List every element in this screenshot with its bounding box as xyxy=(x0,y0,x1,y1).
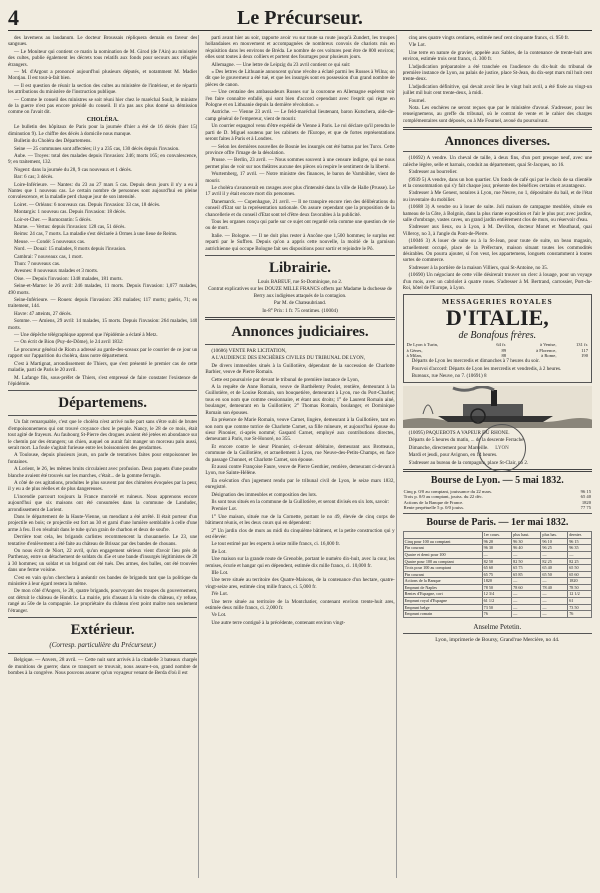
table-cell: 88 xyxy=(501,353,507,358)
table-cell: 12 3/4 xyxy=(482,591,512,598)
exterieur-subheading: (Corresp. particulière du Précurseur.) xyxy=(49,641,156,650)
newspaper-page xyxy=(8,6,592,881)
paragraph: cinq ares quatre vingts centiares, estimée neuf cent cinquante francs, ci. 950 fr. xyxy=(408,35,570,41)
paragraph: Autriche. — Vienne 23 avril. — Le feld-maréchal lieutenant, baron Kutschera, aide-de-camp général de l'empereur, vient de mourir. xyxy=(205,109,395,122)
paragraph: (10686) VENTE PAR LICITATION, xyxy=(211,348,287,355)
bourse-lyon-table xyxy=(403,489,592,510)
table-cell: Cinq p. 0/0 au comptant, jouissance du 22 mars. xyxy=(403,488,493,494)
table-cell: — xyxy=(541,604,568,611)
table-cell: à Milan, xyxy=(406,353,422,358)
paragraph: Un fait remarquable, c'est que le choléra n'est arrivé nulle part sans s'être subi de brutes d'empoisonnemens qui ont trouvé croyance chez le peuple. Nancy, le 28 de ce mois, était tout agité de frayeurs. Au faubourg St-Pierre des drogues avaient été jetées en abondance sur le chemin par des étrangers; un chien, auquel on aurait fait manger un morceau pain aussi, serait mort. La foule s'agitait furieuse entre les boissonniers des gendarmes. xyxy=(8,419,198,451)
paragraph: Allemagne. — Une lettre de Leipzig du 23 avril contient ce qui suit: xyxy=(211,61,351,68)
table-cell: 73 50 xyxy=(568,604,592,611)
table-cell: 96 35 xyxy=(568,545,592,552)
table-cell: 65 60 xyxy=(568,571,592,578)
paragraph: A L'AUDIENCE DES ENCHÈRES CIVILES DU TRIBUNAL DE LYON, xyxy=(211,355,365,362)
paragraph: — Une centaine des ambassadeurs Russes sur la couronne en Allemagne espèrent voir l'en faire connaître enfallé, qui sont bien d'accord cependant avec l'esprit qui règne en Pologne et en Lithuanie depuis la dernière révolution. » xyxy=(205,89,395,109)
paragraph: Et encore contre le sieur Pinonier, ci-devant débitaire, demeurant aux Brotteaux, commune de la Guillotière, et actuellement à Lyon, rue Neuve-des-Petits-Champs, en face du passage Chonnet, et Charlotte Carnet, son épouse. xyxy=(205,443,395,463)
table-cell: 78 40 xyxy=(541,584,568,591)
paragraph: Et aussi contre Françoise Faure, veuve de Pierre Genthier, rentière, demeurant ci-devant à Lyon, rue Sainte-Hélène. xyxy=(205,463,395,477)
imprint: Lyon, imprimerie de Boursy, Grand'rue Mercière, no 44. xyxy=(435,637,560,644)
paragraph: Cette est poursuivie par devant le tribunal de première instance de Lyon, xyxy=(211,376,359,383)
paragraph: De mon côté d'Angers, le 28, quatre brigands, pourvoyant des troupes du gouvernement, ont détruit le château de Hondrix. La mairie, pris d'assaut à la visite du château, s'y refuse, rangé au 50e de la compagnie. Le propriétaire du château n'est point maître non seulement l'étranger. xyxy=(8,588,198,614)
paragraph: Une terre située au territoire de la Montchatier, contenant environ trente-huit ares, estimée deux mille francs, ci. 2,000 fr. xyxy=(205,598,395,612)
paragraph: S'adresser au bureau de la compagnie, place St-Clair, no 2. xyxy=(408,459,529,466)
table-cell: Cinq pour 100 au comptant xyxy=(403,538,482,545)
table-cell: 1820 xyxy=(581,499,591,505)
paragraph: Le tout estimé par les experts à seize mille francs, ci. 16,000 fr. xyxy=(211,541,341,548)
masthead xyxy=(8,6,592,31)
table-cell: 61 xyxy=(568,598,592,605)
paragraph: S'adresser à la portière de la maison Villiers, quai St-Antoine, no 35. xyxy=(408,264,549,271)
paragraph: Belgique. — Anvers, 28 avril. — Cette nuit sont arrivés à la citadelle 3 bateaux chargés de munitions de guerre; dans ce transport se trouvait, nous assure-t-on, grand nombre de bombes à la congrève. Nous pouvons assurer qu'un voyageur venant de Berda d'où il est xyxy=(8,657,198,676)
paragraph: Départs de Lyon les mercredis et dimanches à 7 heures du soir. xyxy=(411,358,540,365)
table-cell: 96 15 xyxy=(568,538,592,545)
paragraph: Dimanche, directement pour Marseille. xyxy=(408,444,489,451)
table-cell: 96 10 xyxy=(541,538,568,545)
paragraph: Seine-et-Marne: le 26 avril: 246 malades, 11 morts. Depuis l'invasion: 1,077 malades, 490 morts. xyxy=(8,283,198,296)
paragraph: 1° Une maison, située rue de la Cornette, portant le no 49, élevée de cinq corps de bâtiment réunis, et les deux cours qui en dépendent: xyxy=(205,513,395,527)
paragraph: On nous écrit de Niort, 22 avril, qu'un engagement sérieux vient d'avoir lieu près de Parthenay, entre un détachement de soldats du 45e et une bande d'insurgés légitimistes de 20 à 30 hommes; un soldat et un brigand ont été tués. Des armes, des balles, ont été trouvées dans une ferme voisine. xyxy=(8,548,198,574)
paragraph: Par M. de Chateaubriand. xyxy=(273,300,327,307)
table-cell: 96 20 xyxy=(482,538,512,545)
paragraph: C'est en vain qu'on cherchera à anéantir ces bandes de brigands tant que la politique du ministère à leur égard restera la même. xyxy=(8,574,198,588)
table-row xyxy=(403,551,591,558)
library-stamp: LYON xyxy=(478,424,526,472)
col2-news xyxy=(205,35,394,252)
paragraph: S'adresser au bourrelier. xyxy=(408,169,458,176)
table-cell: 78 50 xyxy=(568,584,592,591)
bourse-paris-heading: Bourse de Paris. — 1er mai 1832. xyxy=(426,517,569,529)
col2-annonces xyxy=(205,348,394,626)
table-cell: à Rome, xyxy=(541,353,557,358)
paragraph: Dans le département de la Haute-Vienne, un mendiant a été arrêté. Il était porteur d'un projectile en bois; ce projectile est fort au 30 et garni d'une lumière semblable à celle d'une arme à feu. Il en résultait dans le tube qu'un grain de charbon et deux de soufre. xyxy=(8,514,198,533)
paragraph: Fournel. xyxy=(408,97,426,104)
paragraph: Bulletin du Choléra des Départemens. xyxy=(14,138,92,145)
paragraph: Derrière tout cela, les brigands carlistes recommencent la chouannerie. Le 23, une tentative d'enlèvement a été faite au château de Brissac par des bandes de chouans. xyxy=(8,534,198,547)
annonces-judiciaires-heading: Annonces judiciaires. xyxy=(231,324,369,341)
table-cell: Emprunt belge xyxy=(403,604,482,611)
table-cell: — xyxy=(482,551,512,558)
table-cell: 77 75 xyxy=(580,504,591,510)
bonafous-title: de Bonafous frères. xyxy=(458,330,537,342)
table-cell: — xyxy=(541,551,568,558)
paragraph: IIe Lot. xyxy=(211,548,227,555)
paragraph: M. Lafange fils, sous-préfet de Thiers, s'est empressé de faire constater l'existence de l'épidémie. xyxy=(8,374,198,387)
paragraph: A la requête de Anne Romain, veuve de Barthélemy Poulet, rentière, demeurant à la Guillotière, et de Louise Romain, son bouquetière, demeurant à Lyon, rue du Port-Charlet; tous en son nom que comme cessionnaire, et étant aux droits; 1° de Laurent Romain ainé, boulanger, demeurant en la Guillotière; 2° Thomas Romain, boulanger, et Dominique Romain son épouses. xyxy=(205,384,395,416)
bourse-lyon-heading: Bourse de Lyon. — 5 mai 1832. xyxy=(430,474,564,486)
paragraph: Seine-Inférieure. — Rouen: depuis l'invasion: 283 malades; 117 morts; guéris, 71; en traitement, 144. xyxy=(8,297,198,310)
table-cell: 73 50 xyxy=(482,604,512,611)
table-row xyxy=(403,611,591,618)
bourse-paris-table xyxy=(403,531,592,618)
paragraph: Bar: 6 cas; 3 décès. xyxy=(14,174,54,181)
paragraph: parti avant hier au soir, rapporte avoir vu sur toute sa route jusqu'à Zundert, les troupes hollandaises en mouvement et accompagnées de nombreux convois de chariots mis en réquisition dans les environs de Bréda. Le nombre de ces voitures peut être de 800 environ; elles sont toutes à deux colliers et portent des fourrages pour plusieurs jours. xyxy=(205,35,395,61)
table-cell: — xyxy=(512,604,541,611)
table-cell: 65 60 xyxy=(482,565,512,572)
table-row xyxy=(403,584,591,591)
table-header-cell: 1er cours. xyxy=(482,532,512,539)
paragraph: — M. d'Argout a prononcé aujourd'hui plusieurs députés, et notamment M. Madier Montjau. Il est tout-à-fait bien. xyxy=(8,69,198,82)
table-cell: 65 40 xyxy=(580,494,591,500)
paragraph: Contrat explicatives sur les DOUZE MILLE FRANCS offerts par Madame la duchesse de Berry aux indigènes attaqués de la contagion. xyxy=(208,286,392,299)
table-cell: 64 fr. xyxy=(496,342,507,348)
table-row xyxy=(403,558,591,565)
table-cell: 65 50 xyxy=(541,571,568,578)
table-cell: 12 1/2 xyxy=(568,591,592,598)
table-cell: 61 1/2 xyxy=(482,598,512,605)
col1-exterieur xyxy=(8,657,197,676)
paragraph: Somme. — Amiens, 29 avril: 14 malades, 15 morts. Depuis l'invasion: 264 malades, 140 morts. xyxy=(8,318,198,331)
table-cell: 76 xyxy=(482,611,512,618)
table-cell: 89 xyxy=(501,347,507,353)
paragraph: (10688 3) A vendre ou à louer de suite. Joli maison de campagne meublée, située en hameau de la Côte, à Bolgnin, dans la plus riante exposition et l'air le plus pur; avec jardins, salle d'ombrage, vastes caves, un grand jardin entièrement clos de murs, ou réservoir d'eau. xyxy=(402,204,592,223)
table-row xyxy=(403,545,591,552)
table-cell: 78 60 xyxy=(512,584,541,591)
paragraph: Aube. — Troyes: total des malades depuis l'invasion: 246; morts 165; en convalescence, 9; en traitement, 132. xyxy=(8,152,198,166)
paragraph: (10046 3) A louer de suite ou à la St-Jean, pour toute de suite, un beau magasin, actuellement occupé, place de la Préfecture, maison situant toutes les commodités désirables. On pourra ajouter, si l'on veut, les appartemens, longuets constamment à toutes sortes de commerce. xyxy=(402,238,592,264)
table-cell: 96 30 xyxy=(482,545,512,552)
table-cell: à Gènes, xyxy=(406,347,423,353)
paragraph: Ve Lot. xyxy=(211,612,227,619)
table-header-cell: plus haut. xyxy=(512,532,541,539)
table-cell: Rente perpétuelle 5 p. 0/0 jouiss. xyxy=(403,504,465,510)
table-cell: — xyxy=(541,591,568,598)
paragraph: Le choléra s'avancerait en ravages avec plus d'intensité dans la ville de Halle (Prusse). Le 17 avril il y était encore mort dix personnes. xyxy=(205,184,395,198)
paragraph: Ils sont tous situés en la commune de la Guillotière, et seront divisés en six lots, savoir: xyxy=(211,498,390,505)
paragraph: (10690) Un négociant de cette ville désirerait trouver un clerc à louage, pour un voyage d'un mois, avec un cabriolet à quatre roues. S'adresser à M. Bertrand, carrossier, Port-du-Roi, hôtel de l'Europe, à Lyon. xyxy=(402,272,592,291)
table-cell: — xyxy=(512,578,541,585)
paragraph: Désignation des immeubles et composition des lots. xyxy=(211,491,318,498)
paragraph: Marne. — Vertus: depuis l'invasion: 128 cas, 51 décès. xyxy=(14,223,126,230)
table-cell: 82 25 xyxy=(541,558,568,565)
paragraph: Mardi et jeudi, pour Avignon, en 14 heures. xyxy=(408,452,498,459)
table-cell: Quatre et demi pour 100 xyxy=(403,551,482,558)
table-header-cell: dernier. xyxy=(568,532,592,539)
column-1 xyxy=(8,35,197,878)
table-cell: — xyxy=(541,611,568,618)
table-cell: — xyxy=(512,551,541,558)
table-cell: Emprunt de Naples xyxy=(403,584,482,591)
table-cell: Fin courant xyxy=(403,545,482,552)
table-cell: Emprunt royal d'Espagne xyxy=(403,598,482,605)
italie-title: D'ITALIE, xyxy=(445,305,549,331)
paragraph: L'adjudication définitive, qui devait avoir lieu le vingt huit avril, a été fixée au vingt-un juillet mil huit cent trente-deux, à midi. xyxy=(402,83,592,97)
table-cell: — xyxy=(541,578,568,585)
col3-diverses xyxy=(403,155,592,291)
table-cell: Rentes d'Espagne, cort xyxy=(403,591,482,598)
table-cell: 190 xyxy=(581,353,588,358)
table-cell: — xyxy=(512,611,541,618)
table-cell: 76 xyxy=(568,611,592,618)
table-row xyxy=(403,565,591,572)
col3-top xyxy=(403,35,592,124)
table-cell: Actions de la Banque de France. xyxy=(403,499,464,505)
paragraph: C'est à Martignat, arrondissement de Thiers, que s'est présenté le premier cas de cette maladie, parti de Paris le 20 avril. xyxy=(8,360,198,374)
table-cell: — xyxy=(541,598,568,605)
paragraph: Thun: 7 nouveaux cas. xyxy=(14,261,61,267)
paragraph: Une autre terre contiguë à la précédente, contenant environ vingt- xyxy=(211,619,346,626)
paragraph: Nord. — Douai: 15 malades, 8 morts depuis l'invasion. xyxy=(14,246,127,253)
page-number: 4 xyxy=(8,5,19,30)
paragraph: Montargis: 1 nouveau cas. Depuis l'invasion: 18 décès. xyxy=(14,209,126,216)
paragraph: A Lorient, le 26, les mêmes bruits circulaient avec profusion. Deux paquets d'une poudre blanche avaient été trouvés sur les marches, c'était... de la gomme ferrugin. xyxy=(8,466,198,479)
paragraph: VIe Lot. xyxy=(408,42,426,49)
table-cell: Trois p. 0/0 au comptant, jouiss. du 22 déc. xyxy=(403,494,483,500)
table-cell: 65 50 xyxy=(568,565,592,572)
paragraph: Avesnes: 8 nouveaux malades et 3 morts. xyxy=(14,268,99,275)
paragraph: Meuse. — Condé: 5 nouveaux cas. xyxy=(14,238,86,245)
col1-intro xyxy=(8,35,197,116)
table-cell: à Florence, xyxy=(536,347,557,353)
table-row xyxy=(403,571,591,578)
table-cell: — xyxy=(568,551,592,558)
paragraph: (9939 5) A vendre, dans un bon quartier. Un fonds de café qui par le choix de sa clientèle et la consommation qui s'y fait chaque jour, présente des bénéfices certains et avantageux. xyxy=(402,176,592,189)
table-cell: 1820 xyxy=(568,578,592,585)
paragraph: S'adresser aux lieux, ou à Lyon, à M. Devillon, docteur Monet et Mouthaud, quai Villeroy, no 3, à l'angle du Pont-de-Pierre. xyxy=(402,224,592,237)
paragraph: En exécution d'un jugement rendu par le tribunal civil de Lyon, le seize mars 1832, enregistré. xyxy=(205,477,395,491)
paragraph: Prusse. — Berlin, 23 avril. — Nous sommes souvent à une censure indigne, qui ne nous permet plus de voir sur nos théâtres aucune des pièces où respire le sentiment de la liberté. xyxy=(205,157,395,170)
table-cell: 96 15 xyxy=(580,488,591,494)
paragraph: Wurtemberg, 17 avril. — Notre ministre des finances, le baron de Varnbühler, vient de mourir. xyxy=(205,171,395,184)
paragraph: S'adresser à Me Genest, notaires à Lyon, rue Neuve, no 1, dépositaire du bail, et de l'état ou inventaire du mobilier. xyxy=(402,190,592,203)
price-table xyxy=(406,342,589,358)
paragraph: — Comme le conseil des ministres se soit réuni hier chez le maréchal Soult, le ministre de la guerre n'est pas encore présidé du conseil. Il n'a pas aux plus donné sa démission comme on l'avait dit. xyxy=(8,96,198,116)
newspaper-title: Le Précurseur. xyxy=(237,7,363,29)
table-row xyxy=(403,505,592,510)
table-cell: 96 40 xyxy=(512,545,541,552)
messageries-title: MESSAGERIES ROYALES xyxy=(442,297,553,307)
paragraph: — Il est question de réunir la section des cultes au ministère de l'intérieur, et de répartir les attributions du ministère de l'instruction publique. xyxy=(8,82,198,96)
paragraph: En présence de Marie Romain, veuve Carnet, lingère, demeurant à la Guillotière, tant en son nom que comme tutrice de Charlotte Carnet, sa fille mineure, et aujourd'hui épouse du sieur Pinonier, ci-après nommé; Gaspard Carnet, employé aux contributions directes, demeurant à Paris, rue St-Honoré, no 355. xyxy=(205,417,395,443)
paragraph: Le procureur général de Riom a adressé au garde-des-sceaux par le courrier de ce jour un rapport sur l'apparition du choléra, dans notre département. xyxy=(8,346,198,360)
paragraph: Oise. — Depuis l'invasion: 1348 malades, 181 morts. xyxy=(14,275,123,282)
table-cell: 96 30 xyxy=(512,538,541,545)
table-cell: — xyxy=(512,598,541,605)
table-cell: 78 50 xyxy=(482,584,512,591)
table-cell: Fin courant xyxy=(403,571,482,578)
table-cell: 1820 xyxy=(482,578,512,585)
table-cell: Quatre pour 100 au comptant xyxy=(403,558,482,565)
paragraph: Une maison sur la grande route de Grenoble, portant le numéro dix-huit, avec la cour, les remises, écurie et hangar qui en dépendent, estimée dix mille francs, ci. 10,000 fr. xyxy=(205,556,395,569)
messageries-ad xyxy=(403,294,592,382)
paragraph: Le bulletin des hôpitaux de Paris pour la journée d'hier a été de 16 décès (hier 15) diminution 9). Le chiffre des décès à domicile nous manque. xyxy=(8,124,198,137)
table-cell: Emprunt romain xyxy=(403,611,482,618)
paragraph: Départs de 5 heures du matin, ... de la descente Ferrache. xyxy=(408,437,525,444)
paragraph: Une terre située au territoire des Quatre-Maisons, de la contenance d'un hectare, quatre-vingt-seize ares, estimée cinq mille francs, ci. 5,000 fr. xyxy=(205,577,395,590)
table-cell: 117 xyxy=(581,347,588,353)
table-cell: 82 25 xyxy=(568,558,592,565)
paragraph: Nota. Les enchères ne seront reçues que par le ministère d'avoué. S'adresser, pour les renseignemens, au greffe du tribunal, où le contrat de vente et le cahier des charges complémentaires sont déposés, ou à Me Fournel, avoué du poursuivant. xyxy=(402,105,592,124)
table-row xyxy=(403,591,591,598)
paragraph: des lavemens au laudanum. Le docteur Broussais répliquera demain en faveur des sangsues. xyxy=(8,35,198,48)
paragraph: Premier Lot. xyxy=(211,506,238,513)
paragraph: Danemarck. — Copenhague, 21 avril. — Il ne transpire encore rien des délibérations du conseil d'Etat sur la représentation nationale. On assure cependant que la proposition de la chancellerie et du conseil d'Etat sont tel d'être deux favorables à la publicité. xyxy=(205,198,395,218)
table-cell: 65 85 xyxy=(512,571,541,578)
paragraph: Louis BABEUF, rue St-Dominique, no 2. xyxy=(257,279,343,285)
paragraph: Havre: 47 atteints, 27 décès. xyxy=(14,310,72,317)
annonces-diverses-heading: Annonces diverses. xyxy=(444,133,551,149)
paragraph: — Selon les dernières nouvelles de Bosnie les insurgés ont été battus par les Turcs. Cette province offre l'image de la désolation. xyxy=(205,143,395,156)
paragraph: Tous les organes conçu qui parle sur ce sujet ont regardé cela comme une question de vie ou de mort. xyxy=(205,218,395,232)
paragraph: Seine — 25 communes sont affectées; il y a 235 cas, 130 décès depuis l'invasion. xyxy=(14,145,180,152)
paragraph: Loir-et-Cher. — Romorantin: 5 décès. xyxy=(14,216,92,223)
table-cell: Actions de la Banque xyxy=(403,578,482,585)
table-row xyxy=(403,598,591,605)
paragraph: A Toulouse, depuis plusieurs jours, on parle de tentatives faites pour empoisonner les fontaines. xyxy=(8,452,198,465)
cholera-heading: CHOLÉRA. xyxy=(86,116,119,123)
table-row xyxy=(403,604,591,611)
paragraph: — Le Moniteur qui contient ce matin la nomination de M. Girod (de l'Ain) au ministère des cultes, publie également les décrets tous relatifs aux fonds pour secours aux réfugiés étrangers. xyxy=(8,48,198,68)
paragraph: — Une dépêche télégraphique apprend que l'épidémie a éclaté à Metz. xyxy=(14,332,158,339)
paragraph: A côté de ces agitations, produites le plus souvent par des chimères évoquées par la peur, il y eu a de plus réelles et de plus dangereuses. xyxy=(8,479,198,493)
col2-librairie xyxy=(205,279,394,314)
paragraph: Reims: 24 cas, 7 morts. La maladie s'est déclarée à Ormes à une lieue de Reims. xyxy=(14,231,178,238)
signature: Anselme Petetin. xyxy=(473,622,522,631)
paragraph: De divers immeubles situés à la Guillotière, dépendant de la succession de Charlotte Barbier, veuve de Pierre Romain. xyxy=(205,362,395,376)
paragraph: (10095) PAQUEBOTS A VAPEUR DU RHONE. xyxy=(408,429,510,436)
table-cell: 96 25 xyxy=(541,545,568,552)
table-header-cell xyxy=(403,532,482,539)
paragraph: L'adjudication préparatoire a été tranchée en l'audience du dix-huit du tribunal de première instance de Lyon, au palais de justice, place St-Jean, du dix-sept mars mil huit cent trente-deux. xyxy=(402,63,592,83)
paragraph: 2° Un jardin clos de murs au midi du cinquième bâtiment, et la petite construction qui y est élevée: xyxy=(205,527,395,540)
paragraph: Une terre en nature de gravier, appelée aux Sables, de la contenance de trente-huit ares environ, estimée trois cent francs, ci. 300 fr. xyxy=(402,49,592,63)
paragraph: Italie. — Bologne. — Il ne doit plus rester à Ancône que 1,500 hommes; le surplus est reparti par le Suffren. Depuis qu'on a appris cette nouvelle, la moitié de la garnison autrichienne qui occupe Bologne fait ses dispositions pour sortir et rejoindre le Pô. xyxy=(205,232,395,252)
table-header-cell: plus bas. xyxy=(541,532,568,539)
col1-departemens xyxy=(8,419,197,614)
paragraph: Nogent: dans la journée du 28, 9 cas nouveaux et 1 décès. xyxy=(14,166,132,173)
paragraph: IVe Lot. xyxy=(211,591,229,598)
paragraph: In-8° Prix: 1 fr. 75 centimes. (10004) xyxy=(262,307,338,314)
paragraph: — On écrit de Bion (Puy-de-Dôme), le 24 avril 1832: xyxy=(14,339,124,346)
msg-body xyxy=(406,358,589,379)
paragraph: IIIe Lot. xyxy=(211,570,229,577)
paragraph: Loire-Inférieure. — Nantes: du 23 au 27 mars 5 cas. Depuis deux jours il n'y a eu à Nantes que 1 nouveau cas. Le certain nombre de personnes sont aujourd'hui en pleine convalescence, et la maladie perd chaque jour de son intensité. xyxy=(8,181,198,201)
table-cell: Trois pour 100 au comptant xyxy=(403,565,482,572)
paragraph: Bureaux, rue Neuve, no 7. (10691) 8 xyxy=(411,373,487,380)
paragraph: Cambrai: 7 nouveaux cas, 1 mort. xyxy=(14,253,83,260)
table-cell: De Lyon à Turin, xyxy=(406,342,439,348)
table-cell: 131 fr. xyxy=(576,342,588,348)
paragraph: (10692) A vendre. Un cheval de taille, à deux fins, d'un port presque neuf, avec une calèche légère, selle et harnais, conduit au département, quai St-Jacques, no 16. xyxy=(402,155,592,168)
column-2 xyxy=(205,35,394,878)
col1-cholera xyxy=(8,124,197,387)
table-cell: 65 75 xyxy=(512,565,541,572)
table-cell: 65 75 xyxy=(482,571,512,578)
paragraph: L'incendie parcourt toujours la France morcelé et ruineux. Nous apprenons encore aujourd'hui que six maisons ont été consumées dans la commune de Landudec, arrondissement de Lorient. xyxy=(8,493,198,513)
paragraph: Pourvoi d'accord: Départs de Lyon les mercredis et vendredis, à 2 heures. xyxy=(411,365,562,372)
departemens-heading: Départemens. xyxy=(58,395,148,412)
table-cell: à Venise, xyxy=(539,342,557,348)
table-row xyxy=(403,538,591,545)
paragraph: Loiret. — Orléans: 6 nouveaux cas. Depuis l'invasion: 33 cas, 18 décès. xyxy=(14,201,161,208)
paragraph: « Des lettres de Lithuanie annoncent qu'une révolte a éclaté parmi les Russes à Wilna; on dit que le gouverneur a été tué, et que les insurgés sont en possession d'un grand nombre de pièces de canon. xyxy=(205,69,395,88)
table-cell: 82 50 xyxy=(482,558,512,565)
table-cell: 82 50 xyxy=(512,558,541,565)
librairie-heading: Librairie. xyxy=(268,260,332,276)
exterieur-heading: Extérieur. xyxy=(70,622,135,639)
table-row xyxy=(403,578,591,585)
steamboat-illustration xyxy=(403,386,592,428)
table-cell: 65 40 xyxy=(541,565,568,572)
table-cell: — xyxy=(512,591,541,598)
paragraph: Un courrier espagnol venu d'être expédié de Vienne à Paris. Le roi déclare qu'il prendra le parti de D. Miguel soutenu par les cabinets de l'Europe, et que de fortes représentations seront faites à Paris et à Londres. xyxy=(205,123,395,143)
